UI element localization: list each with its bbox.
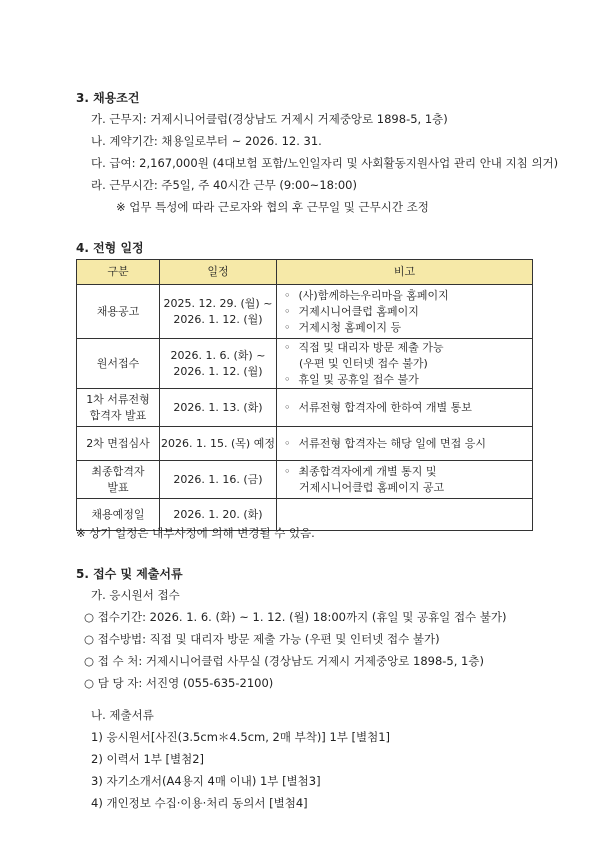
document-item: 4) 개인정보 수집·이용·처리 동의서 [별첨4] [91,796,308,810]
row-notes: ◦ 직접 및 대리자 방문 제출 가능 (우편 및 인터넷 접수 불가) ◦ 휴일 및 공휴일 접수 불가 [277,339,533,389]
row-category: 채용예정일 [77,499,160,531]
row-date: 2026. 1. 15. (목) 예정 [160,427,277,461]
table-row [77,461,533,499]
row-notes: ◦ 서류전형 합격자에 한하여 개별 통보 [277,389,533,427]
section-3-title: 3. 채용조건 [76,91,140,105]
row-notes [277,499,533,531]
application-subtitle: 가. 응시원서 접수 [91,588,180,602]
schedule-header-row [77,260,533,285]
row-notes: ◦ 서류전형 합격자는 해당 일에 면접 응시 [277,427,533,461]
table-row [77,389,533,427]
row-date: 2026. 1. 6. (화) ~ 2026. 1. 12. (월) [160,339,277,389]
row-date: 2026. 1. 13. (화) [160,389,277,427]
header-category: 구분 [77,260,160,285]
row-date: 2026. 1. 20. (화) [160,499,277,531]
document-item: 3) 자기소개서(A4용지 4매 이내) 1부 [별첨3] [91,774,321,788]
salary: 다. 급여: 2,167,000원 (4대보험 포함/노인일자리 및 사회활동지원사업 관리 안내 지침 의거) [91,156,559,170]
section-4-title: 4. 전형 일정 [76,241,144,255]
row-notes: ◦ 최종합격자에게 개별 통지 및 거제시니어클럽 홈페이지 공고 [277,461,533,499]
row-date: 2025. 12. 29. (월) ~ 2026. 1. 12. (월) [160,285,277,339]
application-method: ○ 접수방법: 직접 및 대리자 방문 제출 가능 (우편 및 인터넷 접수 불가) [84,632,440,646]
row-category: 원서접수 [77,339,160,389]
documents-subtitle: 나. 제출서류 [91,708,154,722]
header-notes: 비고 [277,260,533,285]
work-hours: 라. 근무시간: 주5일, 주 40시간 근무 (9:00~18:00) [91,178,357,192]
application-period: ○ 접수기간: 2026. 1. 6. (화) ~ 1. 12. (월) 18:00까지 (휴일 및 공휴일 접수 불가) [84,610,507,624]
work-location: 가. 근무지: 거제시니어클럽(경상남도 거제시 거제중앙로 1898-5, 1층) [91,112,448,126]
row-category: 2차 면접심사 [77,427,160,461]
row-category: 1차 서류전형 합격자 발표 [77,389,160,427]
row-category: 최종합격자 발표 [77,461,160,499]
document-item: 2) 이력서 1부 [별첨2] [91,752,205,766]
work-hours-note: ※ 업무 특성에 따라 근로자와 협의 후 근무일 및 근무시간 조정 [116,200,429,214]
contract-period: 나. 계약기간: 채용일로부터 ~ 2026. 12. 31. [91,134,322,148]
document-item: 1) 응시원서[사진(3.5cm＊4.5cm, 2매 부착)] 1부 [별첨1] [91,730,391,744]
row-notes: ◦ (사)함께하는우리마을 홈페이지 ◦ 거제시니어클럽 홈페이지 ◦ 거제시청 홈페이지 등 [277,285,533,339]
table-row [77,285,533,339]
header-date: 일정 [160,260,277,285]
row-category: 채용공고 [77,285,160,339]
application-office: ○ 접 수 처: 거제시니어클럽 사무실 (경상남도 거제시 거제중앙로 1898-5, 1층) [84,654,484,668]
row-date: 2026. 1. 16. (금) [160,461,277,499]
schedule-footnote: ※ 상기 일정은 내부사정에 의해 변경될 수 있음. [76,526,315,540]
table-row [77,427,533,461]
table-row [77,339,533,389]
contact-person: ○ 담 당 자: 서진영 (055-635-2100) [84,676,274,690]
section-5-title: 5. 접수 및 제출서류 [76,567,183,581]
schedule-table [76,259,533,531]
